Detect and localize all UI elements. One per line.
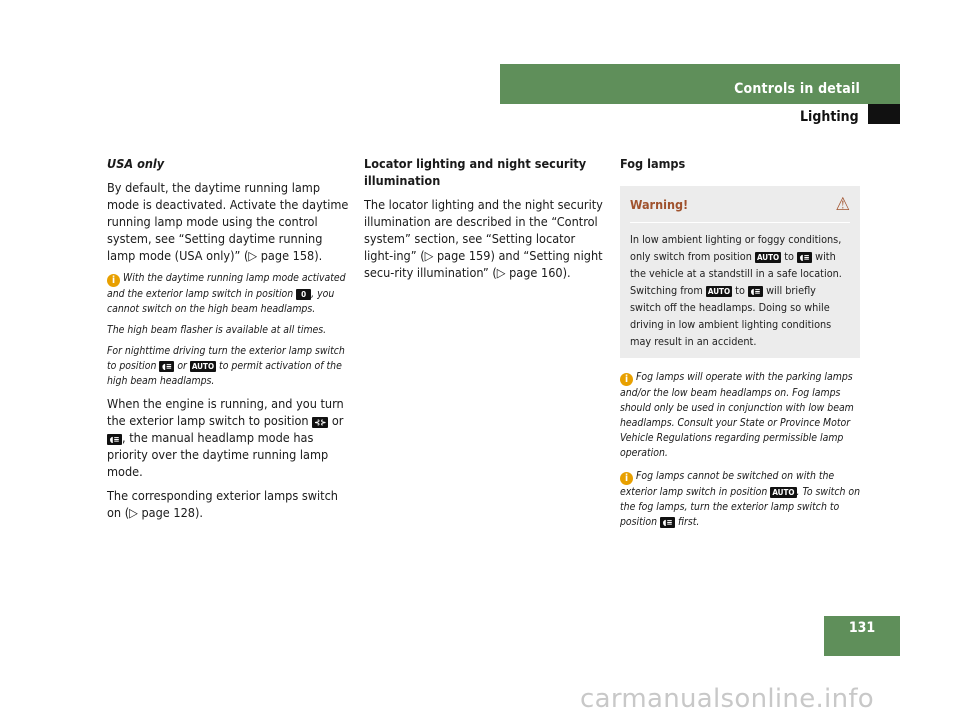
column-locator-lighting [364,155,607,288]
low-beam-icon: ◖≡ [748,286,763,297]
warning-triangle-icon: ⚠ [835,194,850,215]
low-beam-icon: ◖≡ [797,252,812,263]
parking-lamp-icon: ⊰⊱ [314,418,327,427]
column-usa-only [107,155,350,528]
watermark: carmanualsonline.info [580,684,875,714]
low-beam-icon: ◖≡ [159,361,174,372]
exterior-lamps-paragraph: The corresponding exterior lamps switch on (▷ page 128). [107,488,338,520]
warning-box [620,186,860,358]
page-ref-arrow-icon: ▷ [129,505,138,520]
auto-icon: AUTO [756,253,780,262]
note-nighttime: For nighttime driving turn the exterior lamp switch to position ◖≡ or AUTO to permit activation of the high beam headlamps. [107,345,345,387]
auto-icon: AUTO [191,362,215,371]
section-title: Controls in detail [734,81,860,97]
info-icon: i [107,274,120,287]
subsection-title: Lighting [800,109,859,125]
page-ref-arrow-icon: ▷ [496,265,506,280]
engine-running-paragraph: When the engine is running, and you turn the exterior lamp switch to position ⊰⊱ or ◖≡ , the manual headlamp mode has priority over the daytime running lamp mode. [107,396,344,479]
page-ref-arrow-icon: ▷ [248,248,258,263]
header-tab-marker [868,104,900,124]
header-bar [500,64,900,104]
info-note-high-beam: i With the daytime running lamp mode activated and the exterior lamp switch in position 0 , you cannot switch on the high beam headlamps. [107,272,346,315]
column-fog-lamps [620,155,860,536]
warning-header [630,196,850,223]
locator-heading: Locator lighting and night security illumination [364,156,587,188]
low-beam-icon: ◖≡ [660,517,675,528]
fog-lamps-heading: Fog lamps [620,156,686,171]
info-note-fog-switch: i Fog lamps cannot be switched on with the exterior lamp switch in position AUTO . To switch on the fog lamps, turn the exterior lamp switch to position ◖≡ first. [620,470,861,528]
info-note-fog-operation: i Fog lamps will operate with the parking lamps and/or the low beam headlamps on. Fog lamps should only be used in conjunction with low beam headlamps. Consult your State or Province Motor Vehicle Regulations regarding permissible lamp operation. [620,371,854,459]
zero-position-icon: 0 [296,289,311,300]
locator-paragraph: The locator lighting and the night security illumination are described in the “Control system” section, see “Setting locator light-ing” (▷ page 159) and “Setting night secu-rity illumination” (▷ page 160). [364,197,603,280]
page-ref-arrow-icon: ▷ [424,248,434,263]
info-icon: i [620,472,633,485]
usa-only-heading: USA only [107,156,165,171]
warning-text: In low ambient lighting or foggy conditions, only switch from position AUTO to ◖≡ with the vehicle at a standstill in a safe location. Switching from AUTO to ◖≡ will briefly switch off the headlamps. Doing so while driving in low ambient lighting conditions may result in an accident. [630,233,842,348]
auto-icon: AUTO [707,287,731,296]
daytime-paragraph: By default, the daytime running lamp mode is deactivated. Activate the daytime running lamp mode using the control system, see “Setting daytime running lamp mode (USA only)” (▷ page 158). [107,180,349,263]
info-icon: i [620,373,633,386]
page-number: 131 [824,616,900,656]
note-flasher: The high beam flasher is available at all times. [107,324,327,336]
low-beam-icon: ◖≡ [107,434,122,445]
auto-icon: AUTO [772,488,795,497]
warning-title: Warning! [630,197,689,212]
